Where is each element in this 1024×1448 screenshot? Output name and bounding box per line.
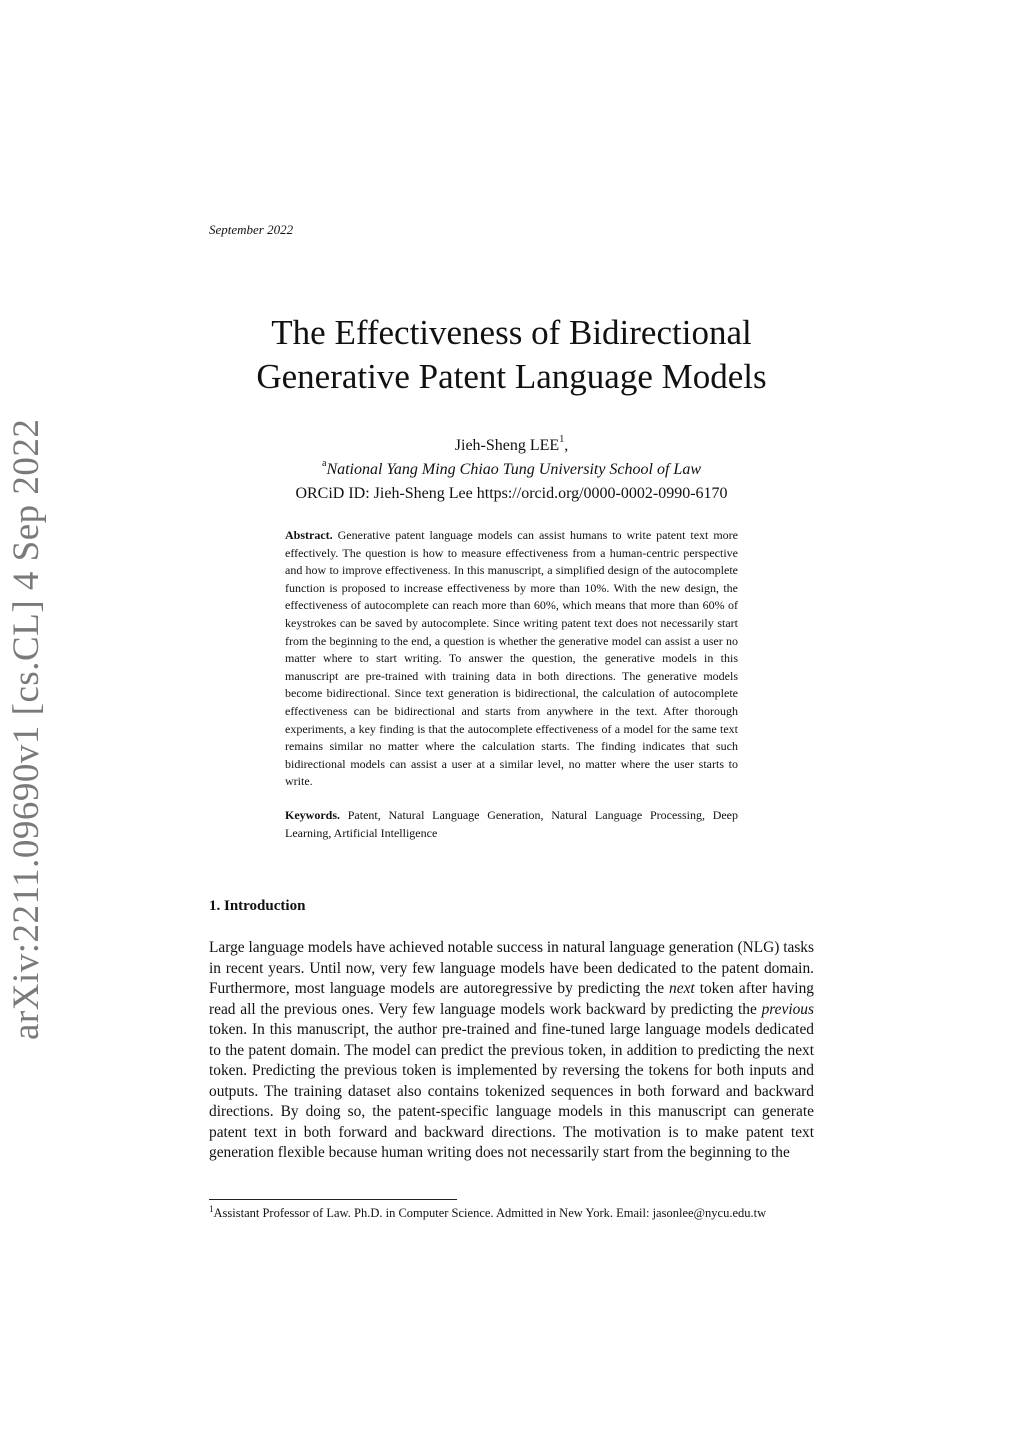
section-heading-introduction: 1. Introduction: [209, 898, 306, 914]
author-line: [209, 434, 814, 458]
author-name-suffix: ,: [564, 437, 569, 454]
abstract-label: Abstract.: [285, 528, 333, 542]
abstract-text: Generative patent language models can assist humans to write patent text more effectively. The question is how to measure effectiveness from a human-centric perspective and how to improve effectiveness. In this manuscript, a simplified design of the autocomplete function is proposed to increase effectiveness by more than 10%. With the new design, the effectiveness of autocomplete can reach more than 60%, which means that more than 60% of keystrokes can be saved by autocomplete. Since writing patent text does not necessarily start from the beginning to the end, a question is whether the generative model can assist a user no matter where to start writing. To answer the question, the generative models in this manuscript are pre-trained with training data in both directions. The generative models become bidirectional. Since text generation is bidirectional, the calculation of autocomplete effectiveness can be bidirectional and starts from anywhere in the text. After thorough experiments, a key finding is that the autocomplete effectiveness of a model for the same text remains similar no matter where the calculation starts. The finding indicates that such bidirectional models can assist a user at a similar level, no matter where the user starts to write.: [285, 528, 739, 789]
abstract: [285, 527, 738, 791]
intro-emphasis-previous: previous: [761, 1000, 814, 1018]
intro-text-part-3: token. In this manuscript, the author pre-trained and fine-tuned large language models dedicated to the patent domain. The model can predict the previous token, in addition to predicting the next token. Predicting the previous token is implemented by reversing the tokens for both inputs and outputs. The training dataset also contains tokenized sequences in both forward and backward directions. By doing so, the patent-specific language models in this manuscript can generate patent text in both forward and backward directions. The motivation is to make patent text generation flexible because human writing does not necessarily start from the beginning to the: [209, 1021, 814, 1161]
affiliation-text: National Yang Ming Chiao Tung University School of Law: [326, 461, 701, 478]
author-name: Jieh-Sheng LEE: [454, 437, 560, 454]
affiliation-marker: a: [321, 457, 327, 469]
footnote-text: Assistant Professor of Law. Ph.D. in Computer Science. Admitted in New York. Email: jasonlee@nycu.edu.tw: [213, 1206, 767, 1220]
arxiv-identifier-stamp: arXiv:2211.09690v1 [cs.CL] 4 Sep 2022: [6, 418, 47, 1040]
keywords-text: Patent, Natural Language Generation, Natural Language Processing, Deep Learning, Artificial Intelligence: [285, 808, 739, 840]
intro-text-part-1: Large language models have achieved notable success in natural language generation (NLG) tasks in recent years. Until now, very few language models have been dedicated to the patent domain. Furthermore, most language models are autoregressive by predicting the: [209, 939, 814, 997]
intro-emphasis-next: next: [669, 980, 695, 997]
footnote-marker: 1: [209, 1203, 214, 1214]
paper-title-line-2: Generative Patent Language Models: [256, 357, 767, 396]
paper-title: [209, 311, 814, 399]
intro-text-part-2: token after having read all the previous ones. Very few language models work backward by predicting the: [209, 980, 814, 1018]
paper-title-line-1: The Effectiveness of Bidirectional: [271, 313, 752, 352]
footnote: [209, 1204, 814, 1222]
author-affiliation: [209, 458, 814, 482]
introduction-paragraph: [209, 938, 814, 1164]
publication-date: September 2022: [209, 222, 294, 237]
footnote-divider: [209, 1199, 457, 1200]
author-orcid: ORCiD ID: Jieh-Sheng Lee https://orcid.org/0000-0002-0990-6170: [295, 485, 728, 502]
keywords: [285, 807, 738, 842]
keywords-label: Keywords.: [285, 808, 340, 822]
author-block: [209, 434, 814, 506]
author-footnote-marker: 1: [559, 433, 565, 445]
